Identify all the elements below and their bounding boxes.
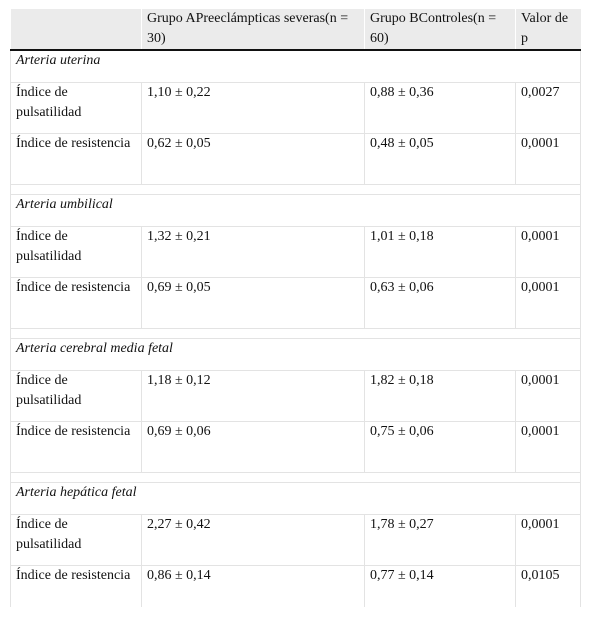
group-b-value: 0,77 ± 0,14 — [365, 566, 516, 617]
section-row — [11, 195, 581, 227]
header-group-a: Grupo APreeclámpticas severas(n = 30) — [142, 9, 365, 50]
section-title: Arteria hepática fetal — [11, 483, 581, 515]
table-row — [11, 83, 581, 134]
section-title: Arteria cerebral media fetal — [11, 339, 581, 371]
p-value: 0,0001 — [516, 227, 581, 278]
group-a-value: 1,18 ± 0,12 — [142, 371, 365, 422]
table-row — [11, 227, 581, 278]
row-label: Índice de resistencia — [11, 566, 142, 617]
p-value: 0,0001 — [516, 422, 581, 473]
group-a-value: 0,62 ± 0,05 — [142, 134, 365, 185]
table-row — [11, 278, 581, 329]
row-label: Índice de pulsatilidad — [11, 83, 142, 134]
spacer-cell — [11, 473, 581, 483]
results-table — [10, 9, 581, 617]
table-row — [11, 134, 581, 185]
table-body — [11, 50, 581, 617]
group-b-value: 1,78 ± 0,27 — [365, 515, 516, 566]
section-spacer — [11, 473, 581, 483]
group-b-value: 0,75 ± 0,06 — [365, 422, 516, 473]
group-a-value: 1,10 ± 0,22 — [142, 83, 365, 134]
section-row — [11, 50, 581, 83]
section-row — [11, 339, 581, 371]
p-value: 0,0027 — [516, 83, 581, 134]
header-p-value: Valor de p — [516, 9, 581, 50]
p-value: 0,0001 — [516, 278, 581, 329]
group-a-value: 0,69 ± 0,06 — [142, 422, 365, 473]
p-value: 0,0001 — [516, 134, 581, 185]
group-a-value: 2,27 ± 0,42 — [142, 515, 365, 566]
row-label: Índice de resistencia — [11, 422, 142, 473]
table-row — [11, 371, 581, 422]
header-row — [11, 9, 581, 50]
p-value: 0,0001 — [516, 515, 581, 566]
group-b-value: 1,01 ± 0,18 — [365, 227, 516, 278]
section-title: Arteria uterina — [11, 50, 581, 83]
row-label: Índice de resistencia — [11, 278, 142, 329]
group-a-value: 0,69 ± 0,05 — [142, 278, 365, 329]
group-a-value: 1,32 ± 0,21 — [142, 227, 365, 278]
section-title: Arteria umbilical — [11, 195, 581, 227]
section-row — [11, 483, 581, 515]
row-label: Índice de pulsatilidad — [11, 227, 142, 278]
p-value: 0,0105 — [516, 566, 581, 617]
row-label: Índice de pulsatilidad — [11, 515, 142, 566]
group-b-value: 0,63 ± 0,06 — [365, 278, 516, 329]
header-group-b: Grupo BControles(n = 60) — [365, 9, 516, 50]
bottom-edge — [0, 607, 590, 617]
spacer-cell — [11, 329, 581, 339]
header-label-column — [11, 9, 142, 50]
group-b-value: 1,82 ± 0,18 — [365, 371, 516, 422]
table-row — [11, 515, 581, 566]
group-a-value: 0,86 ± 0,14 — [142, 566, 365, 617]
row-label: Índice de resistencia — [11, 134, 142, 185]
table-row — [11, 422, 581, 473]
spacer-cell — [11, 185, 581, 195]
section-spacer — [11, 185, 581, 195]
section-spacer — [11, 329, 581, 339]
row-label: Índice de pulsatilidad — [11, 371, 142, 422]
group-b-value: 0,48 ± 0,05 — [365, 134, 516, 185]
p-value: 0,0001 — [516, 371, 581, 422]
group-b-value: 0,88 ± 0,36 — [365, 83, 516, 134]
